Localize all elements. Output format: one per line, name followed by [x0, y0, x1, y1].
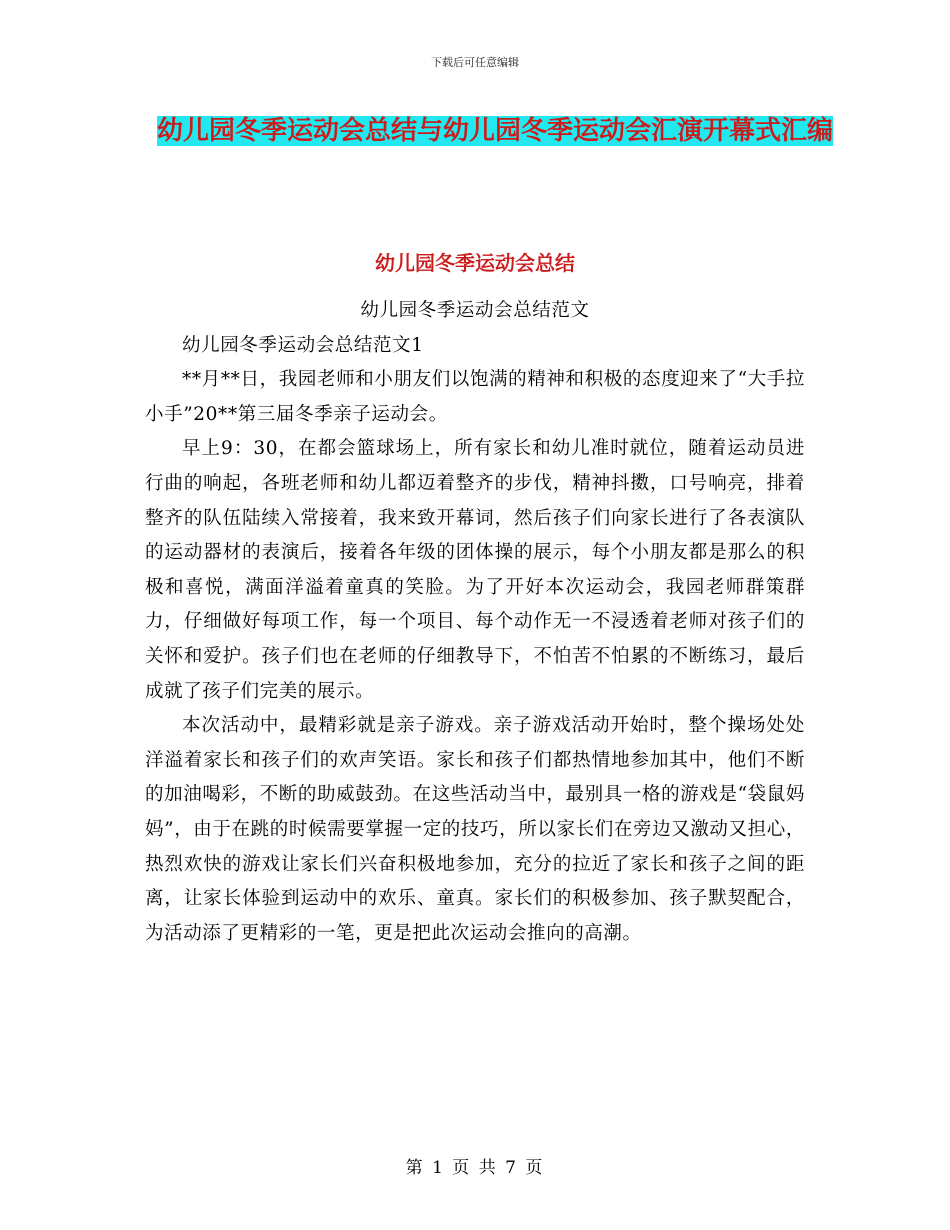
paragraph: 本次活动中，最精彩就是亲子游戏。亲子游戏活动开始时，整个操场处处洋溢着家长和孩子们的欢声笑语。家长和孩子们都热情地参加其中，他们不断的加油喝彩，不断的助威鼓劲。在这些活动当中，最别具一格的游戏是“袋鼠妈妈”，由于在跳的时候需要掌握一定的技巧，所以家长们在旁边又激动又担心，热烈欢快的游戏让家长们兴奋积极地参加，充分的拉近了家长和孩子之间的距离，让家长体验到运动中的欢乐、童真。家长们的积极参加、孩子默契配合，为活动添了更精彩的一笔，更是把此次运动会推向的高潮。 — [145, 715, 805, 944]
document-title — [150, 109, 840, 153]
page-footer: 第 1 页 共 7 页 — [405, 1158, 545, 1178]
subtitle: 幼儿园冬季运动会总结范文 — [360, 300, 590, 321]
paragraph: 幼儿园冬季运动会总结范文1 — [182, 334, 424, 356]
section-title: 幼儿园冬季运动会总结 — [375, 251, 575, 275]
header-note: 下载后可任意编辑 — [431, 56, 519, 69]
paragraph: 早上9：30，在都会篮球场上，所有家长和幼儿准时就位，随着运动员进行曲的响起，各班老师和幼儿都迈着整齐的步伐，精神抖擞，口号响亮，排着整齐的队伍陆续入常接着，我来致开幕词，然后孩子们向家长进行了各表演队的运动器材的表演后，接着各年级的团体操的展示，每个小朋友都是那么的积极和喜悦，满面洋溢着童真的笑脸。为了开好本次运动会，我园老师群策群力，仔细做好每项工作，每一个项目、每个动作无一不浸透着老师对孩子们的关怀和爱护。孩子们也在老师的仔细教导下，不怕苦不怕累的不断练习，最后成就了孩子们完美的展示。 — [145, 438, 805, 702]
document-title-text: 幼儿园冬季运动会总结与幼儿园冬季运动会汇演开幕式汇编 — [156, 116, 833, 146]
document-body — [145, 294, 805, 951]
paragraph: **月**日，我园老师和小朋友们以饱满的精神和积极的态度迎来了“大手拉小手”20**第三届冬季亲子运动会。 — [145, 369, 805, 425]
